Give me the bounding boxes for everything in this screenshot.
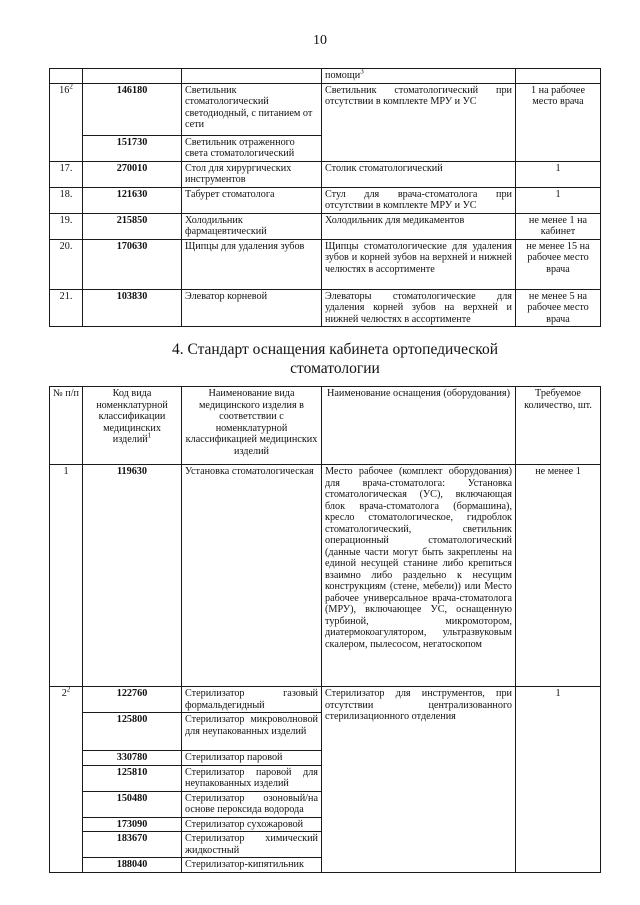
required-quantity: 1 bbox=[516, 187, 601, 213]
table-row bbox=[50, 83, 601, 135]
equipment-name: Столик стоматологический bbox=[322, 161, 516, 187]
row-number: 19. bbox=[50, 213, 83, 239]
nomenclature-code: 173090 bbox=[83, 817, 182, 832]
device-name: Стол для хирургических инструментов bbox=[182, 161, 322, 187]
row-number: $2^2$ bbox=[50, 687, 83, 873]
device-name: Установка стоматологическая bbox=[182, 465, 322, 687]
required-quantity: не менее 15 на рабочее место врача bbox=[516, 239, 601, 289]
device-name: Элеватор корневой bbox=[182, 289, 322, 327]
device-name: Стерилизатор газовый формальдегидный bbox=[182, 687, 322, 713]
required-quantity: 1 bbox=[516, 687, 601, 873]
table-row bbox=[50, 289, 601, 327]
required-quantity: не менее 5 на рабочее место врача bbox=[516, 289, 601, 327]
header-equipment: Наименование оснащения (оборудования) bbox=[322, 387, 516, 465]
equipment-name: Щипцы стоматологические для удаления зубов и корней зубов на верхней и нижней челюстях в ассортименте bbox=[322, 239, 516, 289]
nomenclature-code: 119630 bbox=[83, 465, 182, 687]
nomenclature-code: 125800 bbox=[83, 713, 182, 751]
table-row bbox=[50, 239, 601, 289]
nomenclature-code: 146180 bbox=[83, 83, 182, 135]
device-name: Холодильник фармацевтический bbox=[182, 213, 322, 239]
device-name: Светильник отраженного света стоматологический bbox=[182, 135, 322, 161]
equipment-name: Светильник стоматологический при отсутствии в комплекте МРУ и УС bbox=[322, 83, 516, 161]
device-name: Щипцы для удаления зубов bbox=[182, 239, 322, 289]
nomenclature-code: 183670 bbox=[83, 832, 182, 858]
table-row bbox=[50, 213, 601, 239]
device-name: Табурет стоматолога bbox=[182, 187, 322, 213]
nomenclature-code: 215850 bbox=[83, 213, 182, 239]
row-number: 18. bbox=[50, 187, 83, 213]
row-number: 20. bbox=[50, 239, 83, 289]
equipment-name: Стерилизатор для инструментов, при отсутствии централизованного стерилизационного отделения bbox=[322, 687, 516, 873]
equipment-name: Стул для врача-стоматолога при отсутствии в комплекте МРУ и УС bbox=[322, 187, 516, 213]
nomenclature-code: 151730 bbox=[83, 135, 182, 161]
table-row bbox=[50, 69, 601, 84]
table-header-row bbox=[50, 387, 601, 465]
nomenclature-code: 188040 bbox=[83, 858, 182, 873]
device-name: Стерилизатор микроволновой для неупакованных изделий bbox=[182, 713, 322, 751]
table-row bbox=[50, 465, 601, 687]
equipment-name: Холодильник для медикаментов bbox=[322, 213, 516, 239]
device-name: Светильник стоматологический светодиодный, с питанием от сети bbox=[182, 83, 322, 135]
table-row bbox=[50, 187, 601, 213]
table-row bbox=[50, 687, 601, 713]
device-name: Стерилизатор химический жидкостный bbox=[182, 832, 322, 858]
nomenclature-code: 103830 bbox=[83, 289, 182, 327]
table-row bbox=[50, 161, 601, 187]
device-name: Стерилизатор-кипятильник bbox=[182, 858, 322, 873]
row-number: 1 bbox=[50, 465, 83, 687]
device-name: Стерилизатор сухожаровой bbox=[182, 817, 322, 832]
required-quantity: не менее 1 bbox=[516, 465, 601, 687]
row-number: 17. bbox=[50, 161, 83, 187]
table1-top-name bbox=[182, 69, 322, 84]
header-device-name: Наименование вида медицинского изделия в соответствии с номенклатурной классификацией медицинских изделий bbox=[182, 387, 322, 465]
required-quantity: 1 bbox=[516, 161, 601, 187]
row-number: $16^2$ bbox=[50, 83, 83, 161]
nomenclature-code: 122760 bbox=[83, 687, 182, 713]
equipment-name: Место рабочее (комплект оборудования) для врача-стоматолога: Установка стоматологическая (УС), включающая блок врача-стоматолога (бормашина), кресло стоматологическое, гидроблок стоматологический, светильник операционный стоматологический (данные части могут быть закреплены на единой несущей станине либо крепиться взаимно либо раздельно к несущим конструкциям (стене, мебели)) или Место рабочее универсальное врача-стоматолога (МРУ), включающее УС, оснащенную турбиной, микромотором, диатермокоагулятором, ультразвуковым скалером, пылесосом, негатоскопом bbox=[322, 465, 516, 687]
header-code: Код вида номенклатурной классификации медицинских изделий$^1$ bbox=[83, 387, 182, 465]
nomenclature-code: 270010 bbox=[83, 161, 182, 187]
nomenclature-code: 330780 bbox=[83, 751, 182, 766]
section-title: 4. Стандарт оснащения кабинета ортопедической стоматологии bbox=[171, 341, 499, 377]
device-name: Стерилизатор паровой для неупакованных изделий bbox=[182, 765, 322, 791]
page-number: 10 bbox=[313, 33, 327, 48]
equipment-table-continued bbox=[49, 68, 601, 327]
orthopedic-equipment-table bbox=[49, 386, 601, 873]
nomenclature-code: 170630 bbox=[83, 239, 182, 289]
nomenclature-code: 125810 bbox=[83, 765, 182, 791]
nomenclature-code: 150480 bbox=[83, 791, 182, 817]
row-number: 21. bbox=[50, 289, 83, 327]
required-quantity: 1 на рабочее место врача bbox=[516, 83, 601, 161]
header-quantity: Требуемое количество, шт. bbox=[516, 387, 601, 465]
equipment-name: Элеваторы стоматологические для удаления корней зубов на верхней и нижней челюстях в ассортименте bbox=[322, 289, 516, 327]
device-name: Стерилизатор паровой bbox=[182, 751, 322, 766]
table1-top-equipment: помощи$^3$ bbox=[322, 69, 516, 84]
nomenclature-code: 121630 bbox=[83, 187, 182, 213]
header-number: № п/п bbox=[50, 387, 83, 465]
device-name: Стерилизатор озоновый/на основе пероксида водорода bbox=[182, 791, 322, 817]
required-quantity: не менее 1 на кабинет bbox=[516, 213, 601, 239]
